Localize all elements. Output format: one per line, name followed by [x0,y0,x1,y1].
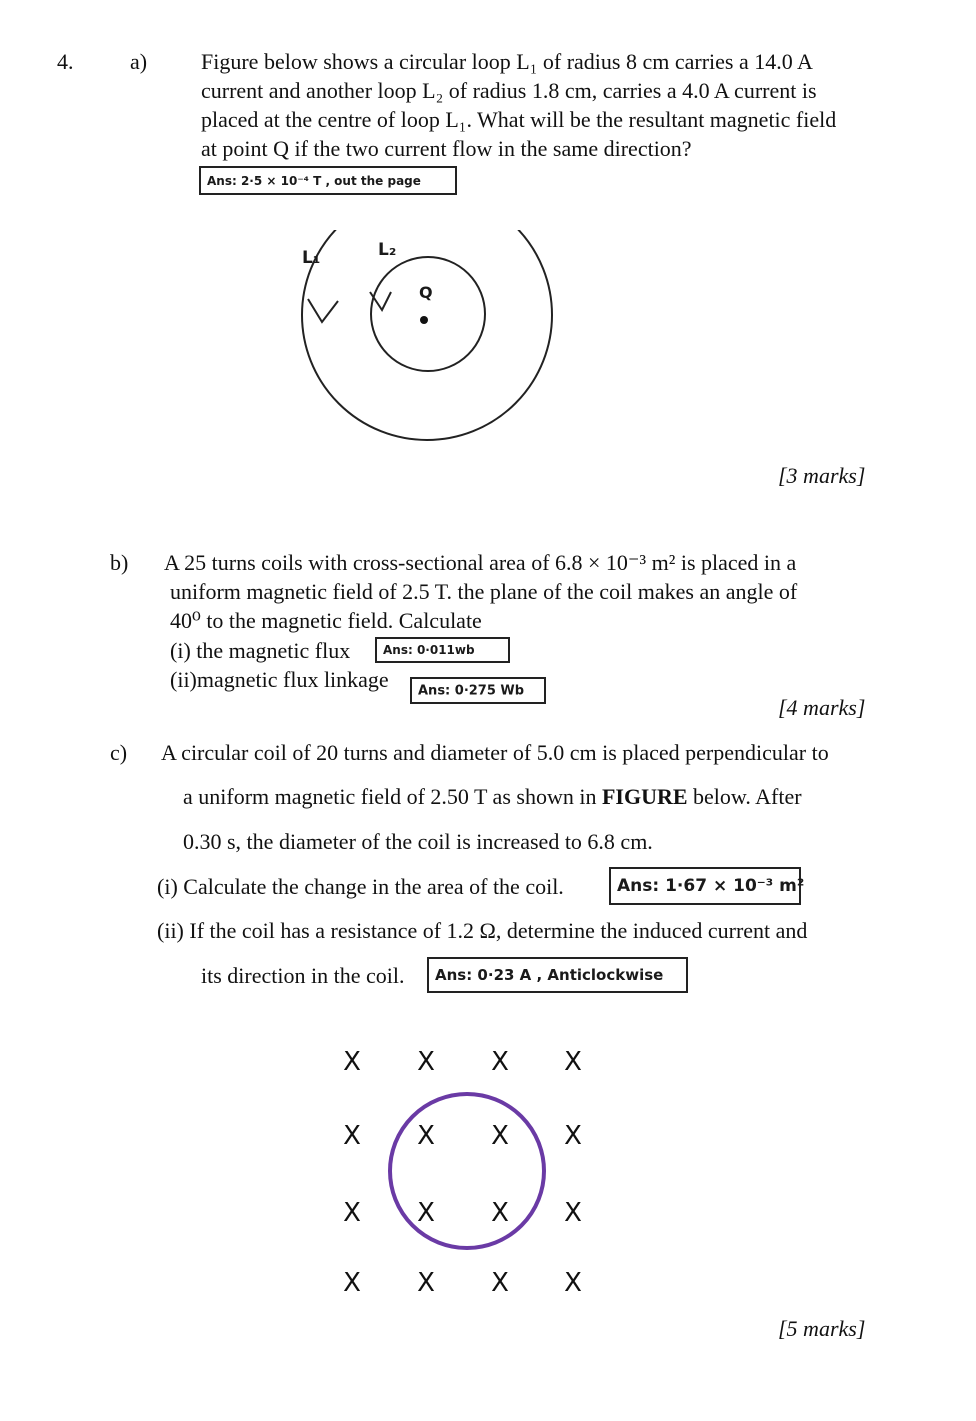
loop-l2-label: L₂ [378,240,397,260]
figure-reference: FIGURE [601,784,688,809]
part-a-line-3: placed at the centre of loop L₁. What will be the resultant magnetic field [201,107,837,132]
part-b-line-2: uniform magnetic field of 2.5 T. the plane of the coil makes an angle of [170,579,798,604]
loop-l1-arrow [308,299,338,322]
field-x-r3c3: X [491,1198,509,1228]
part-c-i-text: (i) Calculate the change in the area of the coil. [157,874,564,899]
field-x-r4c1: X [343,1268,361,1298]
part-c-i-answer-box [609,867,805,905]
field-x-r4c3: X [491,1268,509,1298]
part-c-line-2 [183,782,802,811]
part-a-answer-box [199,166,457,195]
part-b-i-text: (i) the magnetic flux [170,638,351,663]
part-c-label: c) [110,740,128,765]
part-b-i-answer: Ans: 0·011wb [383,643,475,657]
part-b-ii-answer-box [410,677,546,704]
part-b-line-3: 40⁰ to the magnetic field. Calculate [170,608,482,633]
part-c-ii-answer-box [427,957,688,993]
part-a-line-2: current and another loop L₂ of radius 1.8 cm, carries a 4.0 A current is [201,78,817,103]
part-c-marks: [5 marks] [778,1316,866,1341]
field-x-r1c4: X [564,1047,582,1077]
loops-figure [290,230,580,470]
part-a-marks: [3 marks] [778,463,866,488]
coil-ring [390,1094,544,1248]
field-x-r2c1: X [343,1121,361,1151]
question-number: 4. [57,49,74,74]
field-x-r2c4: X [564,1121,582,1151]
part-a-label: a) [130,49,148,74]
part-c-line-2a: a uniform magnetic field of 2.50 T as shown in [183,784,597,809]
part-b-line-1: A 25 turns coils with cross-sectional area of 6.8 × 10⁻³ m² is placed in a [164,550,797,575]
part-a-answer: Ans: 2·5 × 10⁻⁴ T , out the page [207,173,421,188]
part-c-line-1: A circular coil of 20 turns and diameter of 5.0 cm is placed perpendicular to [161,740,829,765]
part-b-ii-answer: Ans: 0·275 Wb [418,683,525,698]
field-x-r2c2: X [417,1121,435,1151]
part-b-i-answer-box [375,637,510,663]
part-a-line-1: Figure below shows a circular loop L₁ of radius 8 cm carries a 14.0 A [201,49,813,74]
part-c-i-answer: Ans: 1·67 × 10⁻³ m² [617,876,805,896]
point-q-dot [420,316,428,324]
field-x-r4c4: X [564,1268,582,1298]
field-x-r3c4: X [564,1198,582,1228]
field-x-r2c3: X [491,1121,509,1151]
field-x-r1c1: X [343,1047,361,1077]
loop-l1 [302,230,552,440]
part-b-label: b) [110,550,129,575]
field-x-r1c3: X [491,1047,509,1077]
part-c-ii-text: (ii) If the coil has a resistance of 1.2 Ω, determine the induced current and [157,918,808,943]
loop-l1-label: L₁ [302,248,321,268]
field-x-r4c2: X [417,1268,435,1298]
part-b-ii-text: (ii)magnetic flux linkage [170,667,389,692]
part-b-marks: [4 marks] [778,695,866,720]
coil-figure [380,1086,560,1266]
field-x-r3c1: X [343,1198,361,1228]
part-c-ii-answer: Ans: 0·23 A , Anticlockwise [435,966,664,984]
part-a-line-4: at point Q if the two current flow in the same direction? [201,136,692,161]
part-c-line-3: 0.30 s, the diameter of the coil is increased to 6.8 cm. [183,829,653,854]
loop-l2 [371,257,485,371]
field-x-r3c2: X [417,1198,435,1228]
field-x-r1c2: X [417,1047,435,1077]
part-c-ii-cont: its direction in the coil. [201,963,405,988]
point-q-label: Q [419,283,433,302]
part-c-line-2b: below. After [687,784,802,809]
